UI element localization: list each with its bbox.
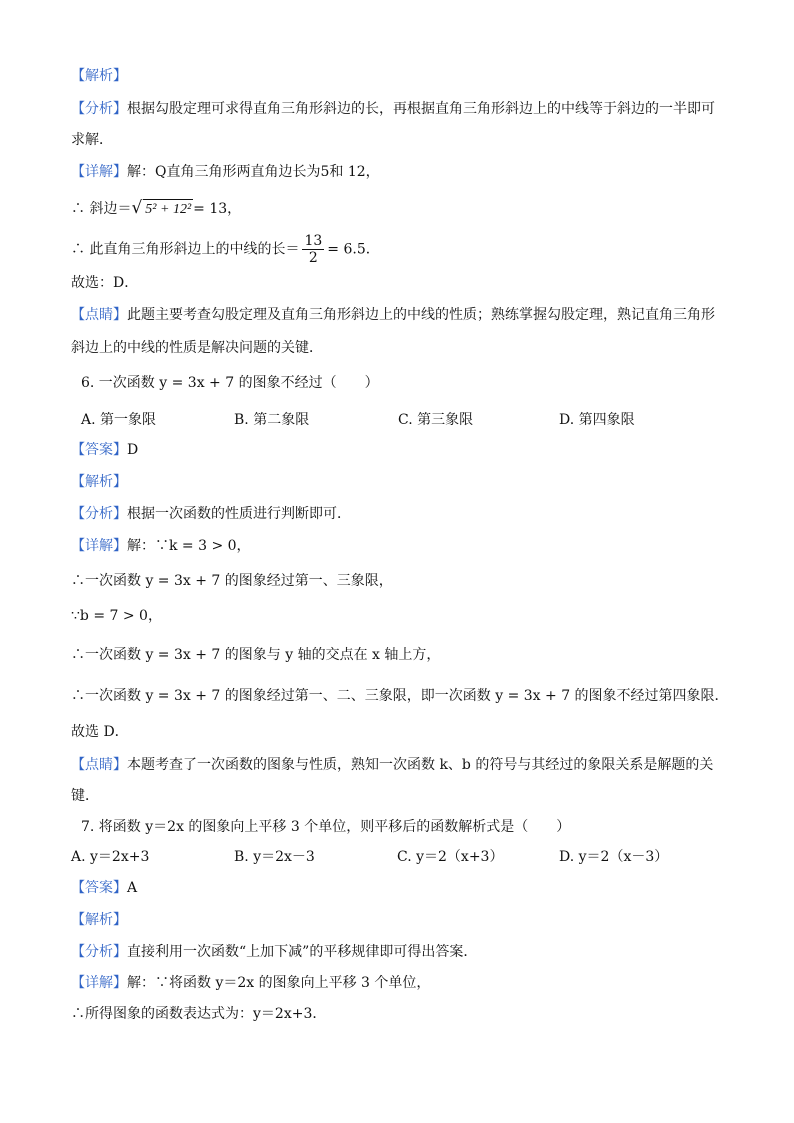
q5-fenxi-text-cont: 求解． — [71, 132, 113, 148]
q6-stem: 6. 一次函数 y = 3x + 7 的图象不经过（ ） — [81, 375, 379, 391]
q7-option-d: D. y＝2（x－3） — [559, 849, 669, 865]
q7-analysis-header — [71, 910, 127, 930]
tag-xiangjie: 【详解】 — [71, 164, 127, 180]
tag-fenxi: 【分析】 — [71, 944, 127, 960]
q6-option-d: D. 第四象限 — [559, 412, 635, 428]
q6-answer: D — [127, 442, 139, 458]
q7-option-c: C. y＝2（x+3） — [397, 849, 504, 865]
q5-dj-text: 此题主要考查勾股定理及直角三角形斜边上的中线的性质；熟练掌握勾股定理，熟记直角三角形 — [127, 307, 715, 323]
q5-xj-prefix3: ∴ 此直角三角形斜边上的中线的长＝ — [71, 241, 300, 258]
q7-stem: 7. 将函数 y＝2x 的图象向上平移 3 个单位，则平移后的函数解析式是（ ） — [81, 819, 571, 835]
q7-line2: ∴所得图象的函数表达式为：y＝2x+3． — [71, 1006, 327, 1022]
q6-choose: 故选 D． — [71, 724, 129, 740]
q6-xiangjie-line1 — [71, 536, 251, 556]
q6-fenxi-text: 根据一次函数的性质进行判断即可． — [127, 506, 351, 522]
q5-fenxi-line1 — [71, 99, 715, 119]
q5-dj-text-cont: 斜边上的中线的性质是解决问题的关键． — [71, 340, 323, 356]
q6-option-a: A. 第一象限 — [81, 412, 157, 428]
sqrt-sign: √ — [131, 198, 143, 218]
sqrt-expression: 5² + 12² — [143, 199, 193, 220]
tag-analysis: 【解析】 — [71, 68, 127, 84]
q7-xiangjie-line1 — [71, 973, 430, 993]
q5-choose: 故选：D． — [71, 275, 139, 291]
q5-xj-text1: 解：Q直角三角形两直角边长为5和 12， — [127, 164, 380, 180]
q5-dianjing-line2 — [71, 338, 323, 358]
tag-answer: 【答案】 — [71, 442, 127, 458]
q6-answer-line — [71, 440, 138, 460]
tag-dianjing: 【点睛】 — [71, 307, 127, 323]
analysis-header — [71, 66, 127, 86]
q5-fenxi-text: 根据勾股定理可求得直角三角形斜边的长，再根据直角三角形斜边上的中线等于斜边的一半即可 — [127, 101, 715, 117]
q5-xj-suffix3: = 6.5． — [327, 241, 380, 258]
q5-xj-prefix2: ∴ 斜边＝ — [71, 201, 132, 217]
q5-xj-suffix2: = 13， — [193, 201, 242, 217]
tag-analysis: 【解析】 — [71, 474, 127, 490]
q5-median-line — [71, 233, 380, 266]
q6-option-c: C. 第三象限 — [398, 412, 474, 428]
q7-xj-text1: 解：∵将函数 y＝2x 的图象向上平移 3 个单位， — [127, 975, 431, 991]
q7-option-a: A. y＝2x+3 — [71, 849, 150, 865]
q6-option-b: B. 第二象限 — [234, 412, 310, 428]
tag-dianjing: 【点睛】 — [71, 757, 127, 773]
q6-dianjing-line2 — [71, 786, 99, 806]
fraction — [302, 233, 324, 266]
q6-fenxi-line — [71, 504, 351, 524]
q6-dianjing-line1 — [71, 755, 713, 775]
q7-fenxi-text: 直接利用一次函数“上加下减”的平移规律即可得出答案． — [127, 944, 478, 960]
tag-analysis: 【解析】 — [71, 912, 127, 928]
fraction-numerator: 13 — [304, 233, 323, 249]
q5-hypotenuse-line — [71, 198, 241, 220]
q7-answer-line — [71, 878, 137, 898]
q6-line3: ∵b = 7 > 0， — [71, 608, 162, 624]
tag-fenxi: 【分析】 — [71, 101, 127, 117]
q5-fenxi-line2 — [71, 130, 113, 150]
q5-dianjing-line1 — [71, 305, 715, 325]
q7-option-b: B. y＝2x－3 — [234, 849, 315, 865]
fraction-denominator: 2 — [308, 250, 318, 266]
tag-xiangjie: 【详解】 — [71, 538, 127, 554]
tag-answer: 【答案】 — [71, 880, 127, 896]
q6-line2: ∴一次函数 y = 3x + 7 的图象经过第一、三象限， — [71, 573, 393, 589]
q7-answer: A — [127, 880, 138, 896]
tag-xiangjie: 【详解】 — [71, 975, 127, 991]
q6-line5: ∴一次函数 y = 3x + 7 的图象经过第一、二、三象限，即一次函数 y = 3x + 7 的图象不经过第四象限． — [71, 688, 729, 704]
q7-fenxi-line — [71, 942, 477, 962]
q5-xiangjie-line1 — [71, 162, 380, 182]
q6-dj-text: 本题考查了一次函数的图象与性质，熟知一次函数 k、b 的符号与其经过的象限关系是解题的关 — [127, 757, 714, 773]
q6-dj-text-cont: 键． — [71, 788, 99, 804]
q6-line4: ∴一次函数 y = 3x + 7 的图象与 y 轴的交点在 x 轴上方， — [71, 647, 441, 663]
q6-xj-text1: 解：∵k = 3 > 0， — [127, 538, 251, 554]
tag-fenxi: 【分析】 — [71, 506, 127, 522]
q6-analysis-header — [71, 472, 127, 492]
